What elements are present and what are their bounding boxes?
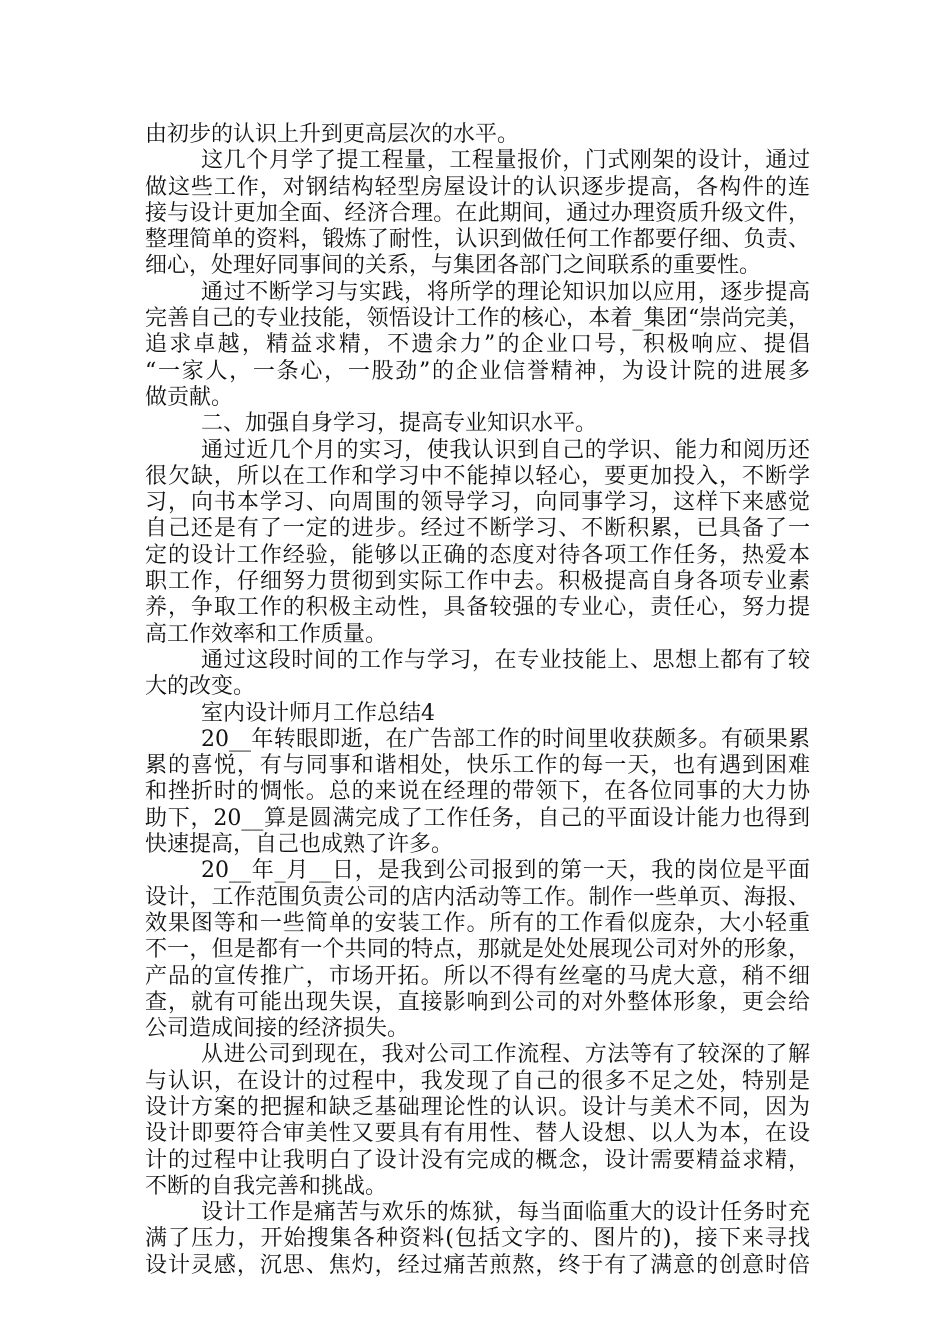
document-page	[145, 122, 810, 1279]
text-line: 做这些工作，对钢结构轻型房屋设计的认识逐步提高，各构件的连	[145, 174, 810, 200]
text-line: 设计方案的把握和缺乏基础理论性的认识。设计与美术不同，因为	[145, 1094, 810, 1120]
text-line: 20__年_月__日，是我到公司报到的第一天，我的岗位是平面	[201, 858, 810, 884]
text-line: 通过近几个月的实习，使我认识到自己的学识、能力和阅历还	[201, 437, 810, 463]
text-line: 定的设计工作经验，能够以正确的态度对待各项工作任务，热爱本	[145, 542, 810, 568]
text-line: 很欠缺，所以在工作和学习中不能掉以轻心，要更加投入，不断学	[145, 463, 810, 489]
text-line: 设计工作是痛苦与欢乐的炼狱，每当面临重大的设计任务时充	[201, 1200, 810, 1226]
text-line: 高工作效率和工作质量。	[145, 621, 388, 647]
text-line: 二、加强自身学习，提高专业知识水平。	[201, 411, 598, 437]
text-line: 通过不断学习与实践，将所学的理论知识加以应用，逐步提高	[201, 279, 810, 305]
text-line: 公司造成间接的经济损失。	[145, 1016, 410, 1042]
text-line: 习，向书本学习、向周围的领导学习，向同事学习，这样下来感觉	[145, 490, 810, 516]
text-line: 通过这段时间的工作与学习，在专业技能上、思想上都有了较	[201, 647, 810, 673]
text-line: 满了压力，开始搜集各种资料(包括文字的、图片的)，接下来寻找	[145, 1226, 810, 1252]
text-line: 接与设计更加全面、经济合理。在此期间，通过办理资质升级文件，	[145, 200, 810, 226]
text-line: 设计即要符合审美性又要具有有用性、替人设想、以人为本，在设	[145, 1121, 810, 1147]
text-line: 产品的宣传推广，市场开拓。所以不得有丝毫的马虎大意，稍不细	[145, 963, 810, 989]
text-line: 20__年转眼即逝，在广告部工作的时间里收获颇多。有硕果累	[201, 726, 810, 752]
text-line: 与认识，在设计的过程中，我发现了自己的很多不足之处，特别是	[145, 1068, 810, 1094]
text-line: 计的过程中让我明白了设计没有完成的概念，设计需要精益求精，	[145, 1147, 810, 1173]
text-line: 不断的自我完善和挑战。	[145, 1173, 388, 1199]
text-line: 设计灵感，沉思、焦灼，经过痛苦煎熬，终于有了满意的创意时倍	[145, 1252, 810, 1278]
text-line: 追求卓越，精益求精，不遗余力”的企业口号，积极响应、提倡	[145, 332, 810, 358]
text-line: 职工作，仔细努力贯彻到实际工作中去。积极提高自身各项专业素	[145, 569, 810, 595]
text-line: 效果图等和一些简单的安装工作。所有的工作看似庞杂，大小轻重	[145, 910, 810, 936]
text-line: 设计，工作范围负责公司的店内活动等工作。制作一些单页、海报、	[145, 884, 810, 910]
text-line: 大的改变。	[145, 674, 256, 700]
text-line: 这几个月学了提工程量，工程量报价，门式刚架的设计，通过	[201, 148, 810, 174]
text-line: 做贡献。	[145, 384, 234, 410]
text-line: 快速提高，自己也成熟了许多。	[145, 832, 454, 858]
text-line: 和挫折时的惆怅。总的来说在经理的带领下，在各位同事的大力协	[145, 779, 810, 805]
text-line: 完善自己的专业技能，领悟设计工作的核心，本着_集团“崇尚完美，	[145, 306, 810, 332]
text-line: 细心，处理好同事间的关系，与集团各部门之间联系的重要性。	[145, 253, 762, 279]
text-line: 自己还是有了一定的进步。经过不断学习、不断积累，已具备了一	[145, 516, 810, 542]
text-line: 从进公司到现在，我对公司工作流程、方法等有了较深的了解	[201, 1042, 810, 1068]
text-line: 室内设计师月工作总结4	[201, 700, 435, 726]
text-line: 由初步的认识上升到更高层次的水平。	[145, 122, 520, 147]
text-line: 查，就有可能出现失误，直接影响到公司的对外整体形象，更会给	[145, 989, 810, 1015]
text-line: 助下，20__算是圆满完成了工作任务，自己的平面设计能力也得到	[145, 805, 810, 831]
text-line: 整理简单的资料，锻炼了耐性，认识到做任何工作都要仔细、负责、	[145, 227, 810, 253]
text-line: 累的喜悦，有与同事和谐相处，快乐工作的每一天，也有遇到困难	[145, 753, 810, 779]
text-line: 养，争取工作的积极主动性，具备较强的专业心，责任心，努力提	[145, 595, 810, 621]
text-line: 不一，但是都有一个共同的特点，那就是处处展现公司对外的形象，	[145, 937, 810, 963]
text-line: “一家人，一条心，一股劲”的企业信誉精神，为设计院的进展多	[145, 358, 810, 384]
